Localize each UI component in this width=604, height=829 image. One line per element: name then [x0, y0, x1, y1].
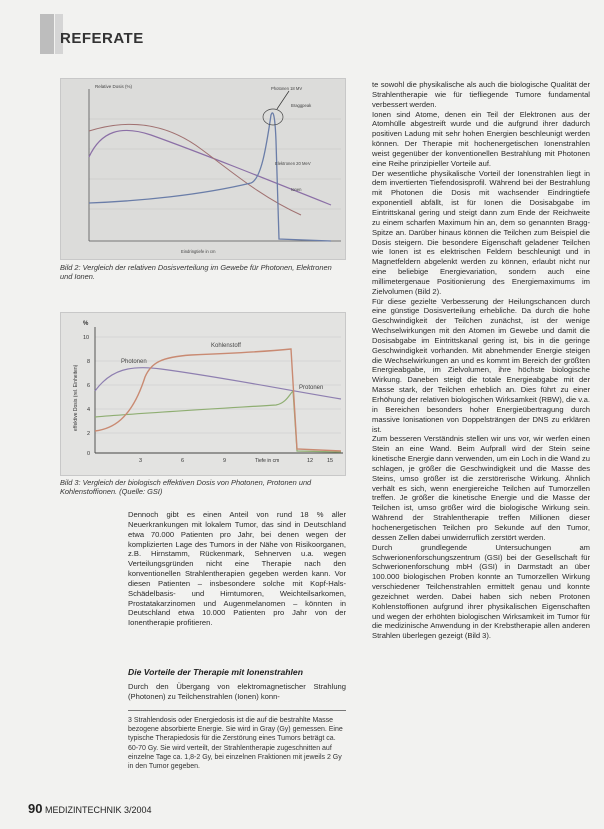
figure-2-caption: Bild 3: Vergleich der biologisch effektiven Dosis von Photonen, Protonen und Kohlenstoffionen. (Quelle: GSI) — [60, 478, 312, 497]
fig2-ytick: 0 — [87, 451, 91, 457]
fig1-xaxis-label: Eindringtiefe in cm — [181, 249, 216, 254]
fig2-ytick: 2 — [87, 431, 91, 437]
fig2-label-kohlenstoff: Kohlenstoff — [211, 343, 241, 349]
fig1-label-top: Relative Dosis (%) — [95, 84, 133, 89]
left-column — [128, 510, 346, 628]
left-column-continued — [128, 682, 346, 702]
fig1-label-bragg: Braggpeak — [291, 103, 312, 108]
figure-2-plot — [61, 313, 345, 475]
subheading: Die Vorteile der Therapie mit Ionenstrahlen — [128, 667, 303, 677]
fig1-label-elektronen: Elektronen 20 MeV — [275, 161, 311, 166]
figure-1-caption: Bild 2: Vergleich der relativen Dosisverteilung im Gewebe für Photonen, Elektronen und Ionen. — [60, 263, 332, 282]
right-paragraph-5: Zum besseren Verständnis stellen wir uns vor, wir werfen einen Stein an eine Wand. Beim Aufprall wird der Stein seine kinetische Energie dann verwenden, um ein Loch in die Wand zu schlagen, je größer die Geschwindigkeit und die Masse des Steins, umso größer ist die zerstörerische Wirkung. Ähnlich verhält es sich, wenn energiereiche Teilchen auf Tumorzellen treffen. Je größer die kinetische Energie und die Masse der Teilchen ist, umso größer wird die biologische Wirkung sein. Während der Strahlentherapie treffen Millionen dieser hochenergetischen Teilchen pro Sekunde auf den Tumor, dessen Zellen dabei unwiderruflich zerstört werden. — [372, 434, 590, 542]
fig2-ytick: 10 — [83, 335, 90, 341]
left-paragraph-2: Durch den Übergang von elektromagnetischer Strahlung (Photonen) zu Teilchenstrahlen (Ionen) konn- — [128, 682, 346, 701]
fig2-label-protonen: Protonen — [299, 385, 324, 391]
svg-text:%: % — [83, 321, 89, 327]
figure-1-plot — [61, 79, 345, 259]
right-paragraph-2: Ionen sind Atome, denen ein Teil der Elektronen aus der Atomhülle abgestreift wurde und die aufgrund ihrer dadurch positiven Ladung mit sehr hohen Energien beschleunigt werden können. Der Therapie mit hochenergetischen Ionenstrahlen weist gegenüber der konventionellen Bestrahlung mit Photonen eine Reihe prinzipieller Vorteile auf. — [372, 109, 590, 168]
fig2-xtick: 9 — [223, 458, 227, 464]
right-paragraph-6: Durch grundlegende Untersuchungen am Schwerionenforschungszentrum (GSI) bei der Gesellschaft für Schwerionenforschung mbH (GSI) in Darmstadt an über 100.000 biologischen Proben konnte an Tumorzellen Wirkung verschiedener Teilchenstrahlen ermittelt genau und konnte gezeichnet werden. Dabei haben sich neben Protonen Kohlenstoffionen aufgrund ihrer physikalischen Eigenschaften und wegen der erhöhten biologischen Wirksamkeit im Tumor für die medizinische Anwendung in der Krebstherapie allen anderen Strahlen überlegen gezeigt (Bild 3). — [372, 542, 590, 641]
fig2-ytick: 6 — [87, 383, 91, 389]
header-bar — [40, 14, 54, 54]
figure-2-effective-dose — [60, 312, 346, 476]
fig1-label-ionen: Ionen — [291, 187, 302, 192]
fig2-xtick: 6 — [181, 458, 185, 464]
section-header: REFERATE — [60, 30, 144, 47]
fig1-label-photonen: Photonen 18 MV — [271, 86, 303, 91]
left-paragraph-1: Dennoch gibt es einen Anteil von rund 18 % aller Neuerkrankungen mit lokalem Tumor, das sind in Deutschland etwa 70.000 Patienten pro Jahr, bei denen wegen der komplizierten Lage des Tumors in der Nähe von Risikoorganen, z.B. Hirnstamm, Rückenmark, Sehnerven u.a. wegen Verteilungsgründen nicht eine Therapie nach den konventionellen Strahlentherapien gegeben werden kann. Vor diesen Patienten – insbesondere solche mit Kopf-Hals-Schädelbasis- und Hirntumoren, Weichteilsarkomen, Prostatakarzinomen und Augenmelanomen – könnten in Deutschland etwa 10.000 Patienten pro Jahr von der Ionentherapie profitieren. — [128, 510, 346, 628]
fig2-ytick: 8 — [87, 359, 91, 365]
right-column — [372, 80, 590, 641]
page-footer — [28, 801, 152, 816]
right-paragraph-4: Für diese gezielte Verbesserung der Heilungschancen durch eine günstige Dosisverteilung erhebliche. Da durch die hohe Geschwindigkeit der Teilchen zunächst, ist der wenige Wechselwirkungen mit den Atomen im Gewebe und damit die Dosisabgabe im Eintrittskanal gering ist, bis in die geringe Geschwindigkeit vorhanden. Mit abnehmender Energie steigen die Wechselwirkungen an und es kommt im Bereich der größten Energieabgabe, im Zielvolumen, ihre höchste biologische Wirkung. Daneben steigt die totale Energieabgabe mit der Masse stark, der Teilchen erheblich an. Dies führt zu einer Erhöhung der relativen biologischen Wirksamkeit (RBW), die v.a. in Bereichen besonders hoher Energieübertragung durch massive Ionisationen von Doppelsträngen der DNS zu erklären ist. — [372, 296, 590, 434]
fig2-xtick: 15 — [327, 458, 334, 464]
fig2-ytick: 4 — [87, 407, 91, 413]
footnote: 3 Strahlendosis oder Energiedosis ist die auf die bestrahlte Masse bezogene absorbierte Energie. Sie wird in Gray (Gy) gemessen. Eine typische Therapiedosis für die Zerstörung eines Tumors beträgt ca. 60-70 Gy. Sie wird verteilt, der Strahlentherapie zugeschnitten auf einzelne Tage ca. 1,8-2 Gy, bei einzelnen Fraktionen mit jeweils 2 Gy in den Tumor gegeben. — [128, 717, 343, 771]
fig2-label-photonen: Photonen — [121, 359, 147, 365]
fig2-xtick: 3 — [139, 458, 143, 464]
right-paragraph-3: Der wesentliche physikalische Vorteil der Ionenstrahlen liegt in dem invertierten Tiefendosisprofil. Während bei der Bestrahlung mit Photonen die Dosis mit wachsender Eindringtiefe exponentiell abfällt, ist für Ionen die Dosisabgabe im Eintrittskanal gering und steigt dann zum Ende der Reichweite zu einem scharfen Maximum hin an, dem so genannten Bragg-Spitze an. Darüber hinaus können die Teilchen zum Beispiel die Dosis steigern. Die besondere Eigenschaft geladener Teilchen wie Ionen ist es elektrischen Feldern beschleunigt und in Magnetfeldern abgelenkt werden zu können, erlaubt nicht nur eine beliebige Energievariation, sondern auch eine millimetergenaue Positionierung des Energiemaximums im Zielvolumen (Bild 2). — [372, 168, 590, 296]
page-number: 90 — [28, 801, 43, 816]
fig2-ylabel: effektive Dosis (rel. Einheiten) — [73, 364, 79, 431]
figure-1-dose-distribution — [60, 78, 346, 260]
journal-name: MEDIZINTECHNIK 3/2004 — [44, 805, 152, 815]
fig2-xtick: 12 — [307, 458, 314, 464]
fig2-xlabel: Tiefe in cm — [255, 458, 280, 464]
footnote-rule — [128, 710, 346, 711]
right-paragraph-1: te sowohl die physikalische als auch die biologische Qualität der Strahlentherapie wie für tiefliegende Tumore fundamental verbessert werden. — [372, 80, 590, 109]
